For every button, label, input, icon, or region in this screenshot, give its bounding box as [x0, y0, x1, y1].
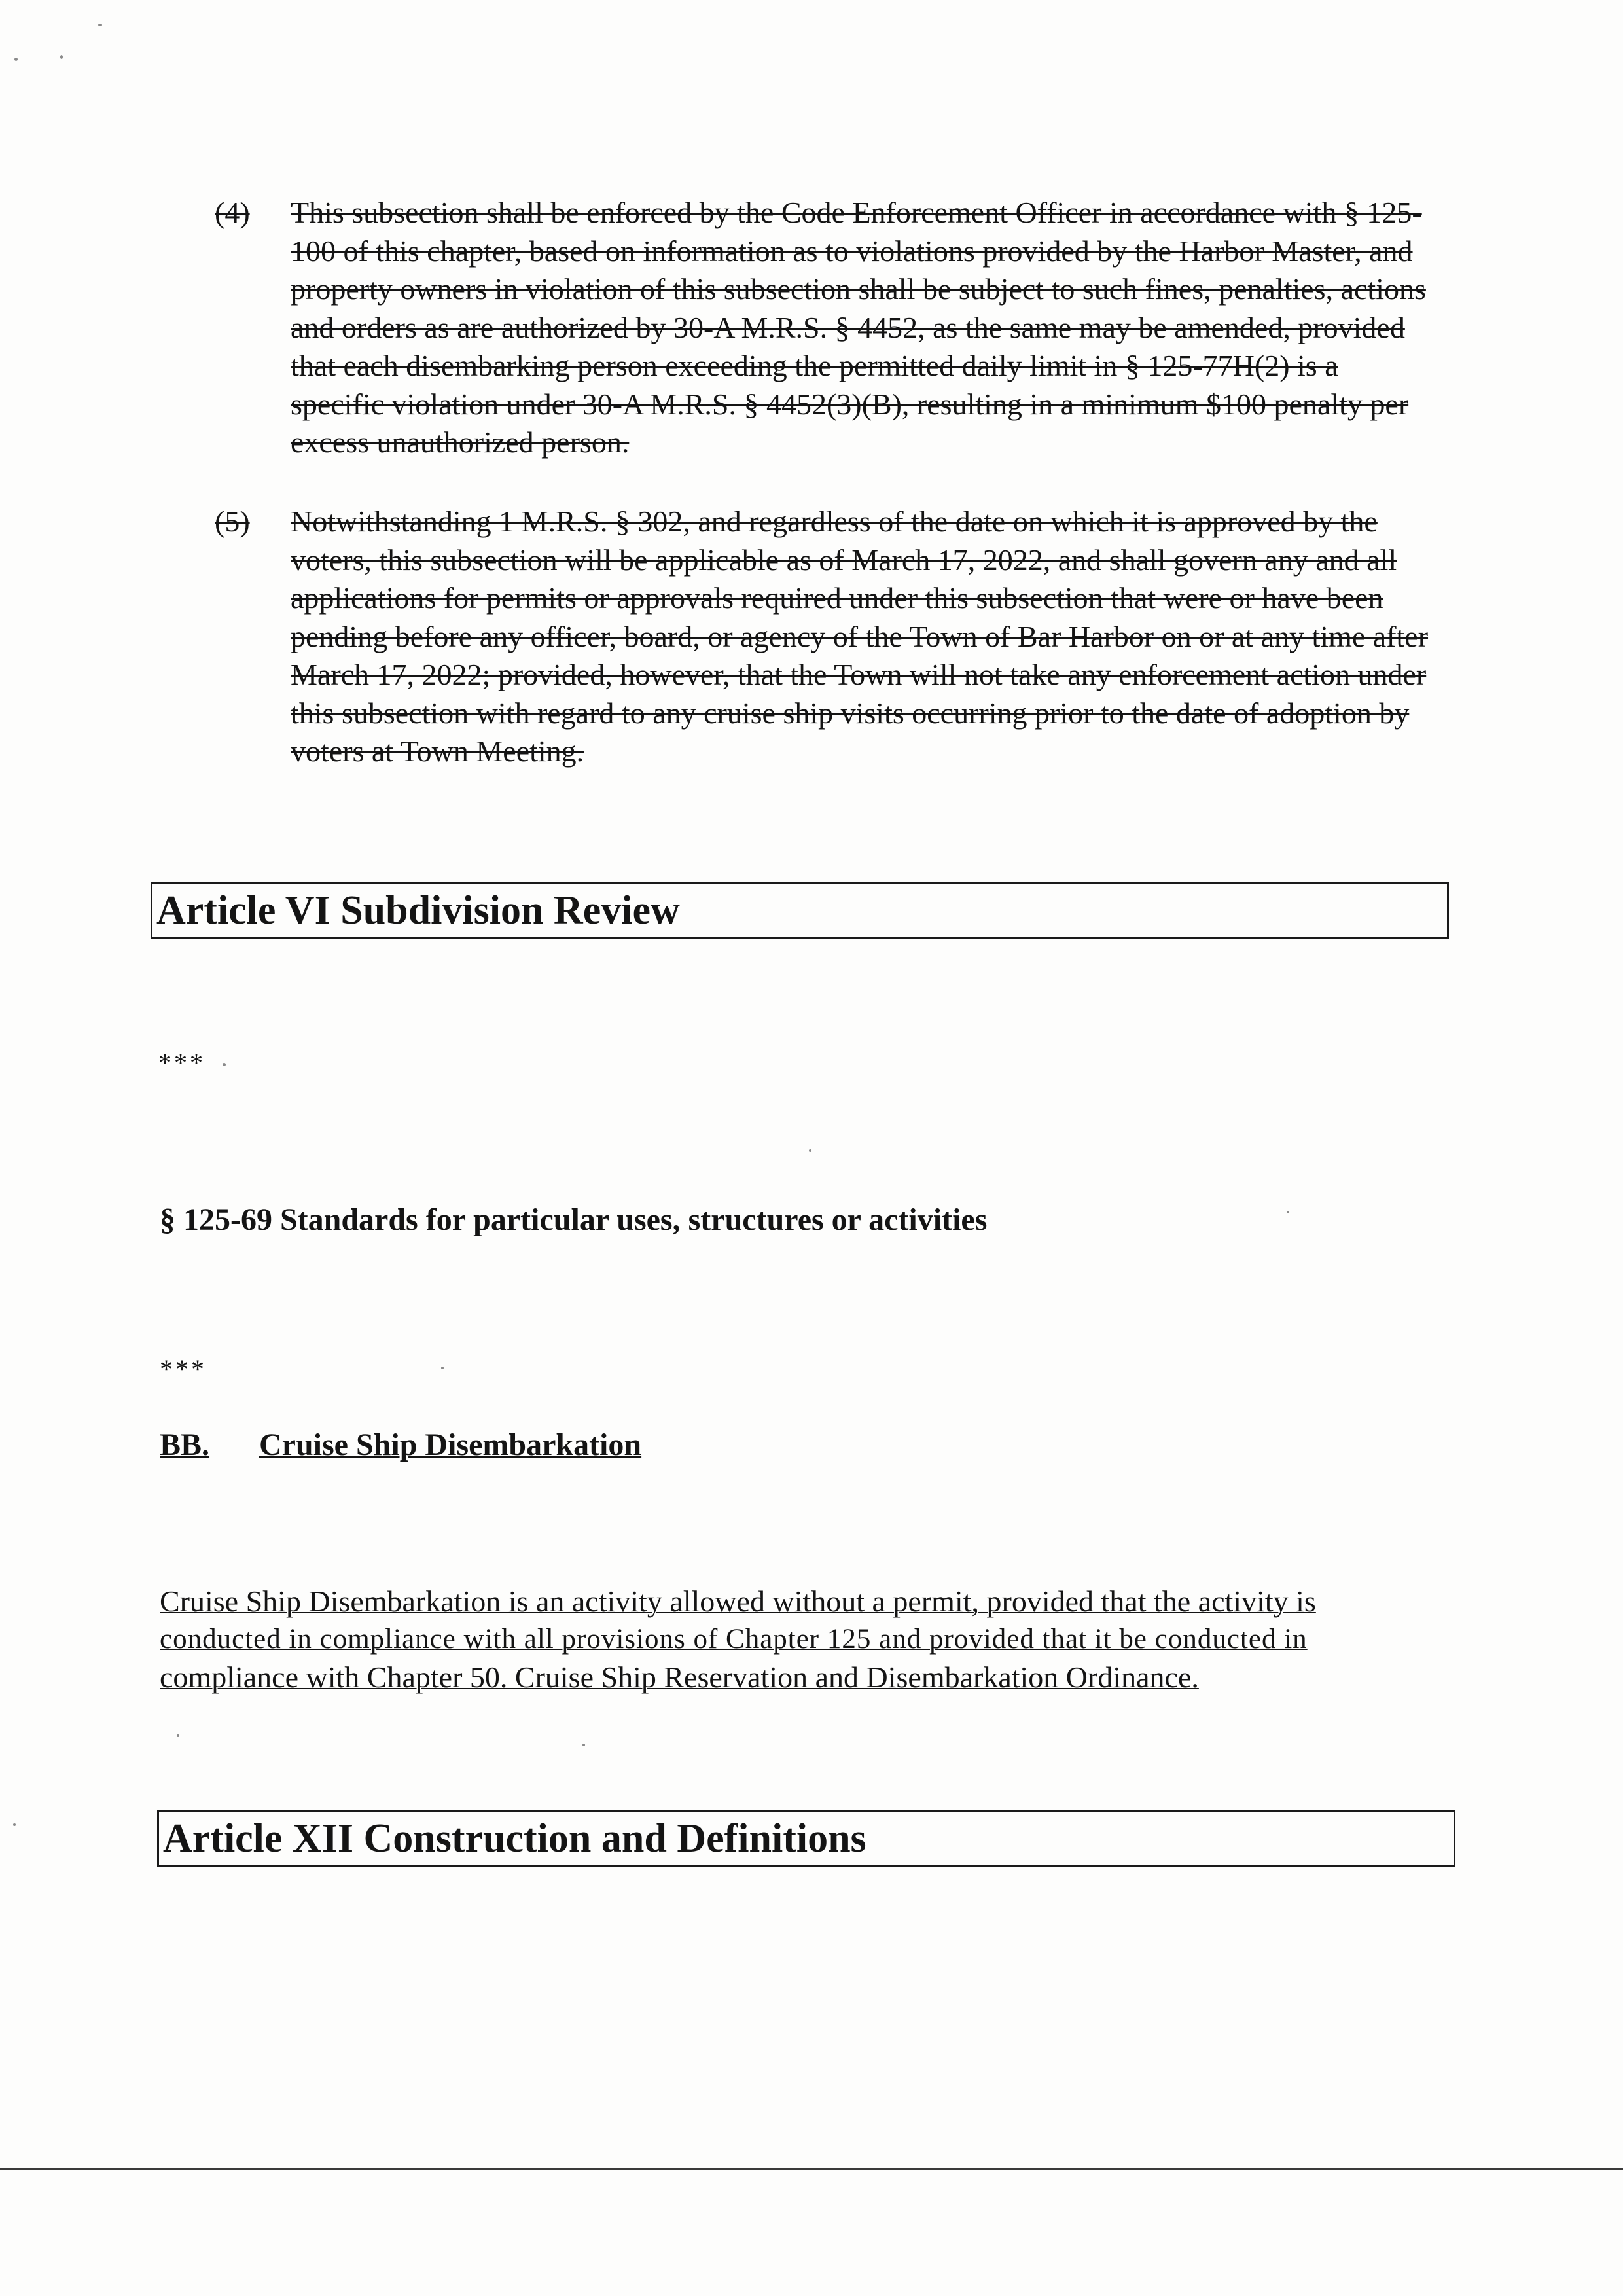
subsection-title: Cruise Ship Disembarkation — [259, 1427, 642, 1462]
section-heading: § 125-69 Standards for particular uses, structures or activities — [160, 1202, 988, 1237]
struck-paragraph-5 — [215, 503, 1432, 771]
article-xii-heading: Article XII Construction and Definitions — [157, 1810, 1455, 1867]
inserted-line: Cruise Ship Disembarkation is an activity allowed without a permit, provided that the activity is — [160, 1585, 1316, 1618]
omission-marker: *** — [158, 1048, 205, 1077]
omission-marker: *** — [160, 1354, 207, 1384]
paragraph-number: (4) — [215, 196, 250, 229]
paragraph-text: Notwithstanding 1 M.R.S. § 302, and regardless of the date on which it is approved by the voters, this subsection will be applicable as of March 17, 2022, and shall govern any and all applications for permits or approvals required under this subsection that were or have been pending before any officer, board, or agency of the Town of Bar Harbor on or at any time after March 17, 2022; provided, however, that the Town will not take any enforcement action under this subsection with regard to any cruise ship visits occurring prior to the date of adoption by voters at Town Meeting. — [291, 505, 1429, 768]
scan-speck — [177, 1734, 179, 1737]
scan-speck — [441, 1367, 444, 1369]
inserted-line: compliance with Chapter 50. Cruise Ship Reservation and Disembarkation Ordinance. — [160, 1660, 1199, 1694]
scan-speck — [809, 1149, 812, 1152]
scan-speck — [14, 58, 18, 61]
inserted-line: conducted in compliance with all provisions of Chapter 125 and provided that it be conducted in — [160, 1624, 1308, 1655]
article-vi-heading: Article VI Subdivision Review — [151, 882, 1449, 939]
scan-speck — [13, 1823, 16, 1826]
scan-speck — [60, 55, 63, 59]
page-bottom-rule — [0, 2168, 1623, 2170]
subsection-label: BB. — [160, 1427, 210, 1462]
paragraph-number: (5) — [215, 505, 250, 538]
struck-paragraph-4 — [215, 194, 1432, 462]
scan-speck — [582, 1744, 585, 1746]
scan-speck — [1287, 1211, 1289, 1213]
scan-speck — [223, 1063, 226, 1066]
scan-speck — [98, 24, 102, 26]
inserted-paragraph — [160, 1583, 1429, 1696]
paragraph-text: This subsection shall be enforced by the Code Enforcement Officer in accordance with § 125-100 of this chapter, based on information as to violations provided by the Harbor Master, and property owners in violation of this subsection shall be subject to such fines, penalties, actions and orders as are authorized by 30-A M.R.S. § 4452, as the same may be amended, provided that each disembarking person exceeding the permitted daily limit in § 125-77H(2) is a specific violation under 30-A M.R.S. § 4452(3)(B), resulting in a minimum $100 penalty per excess unauthorized person. — [291, 196, 1426, 459]
